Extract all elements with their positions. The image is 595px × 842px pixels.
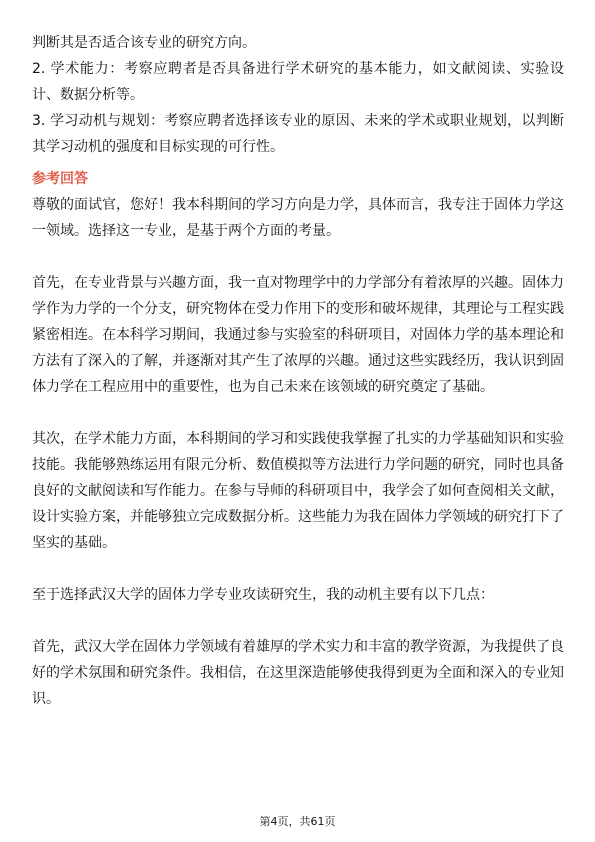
page-number-footer: 第4页，共61页 — [259, 815, 336, 828]
criterion-item-motivation: 3. 学习动机与规划：考察应聘者选择该专业的原因、未来的学术或职业规划，以判断其学习动机的强度和目标实现的可行性。 — [32, 113, 564, 155]
criterion-item-academic-ability: 2. 学术能力：考察应聘者是否具备进行学术研究的基本能力，如文献阅读、实验设计、数据分析等。 — [32, 61, 564, 103]
page-content — [32, 30, 564, 712]
answer-paragraph-ability: 其次，在学术能力方面，本科期间的学习和实践使我掌握了扎实的力学基础知识和实验技能。我能够熟练运用有限元分析、数值模拟等方法进行力学问题的研究，同时也具备良好的文献阅读和写作能力。在参与导师的科研项目中，我学会了如何查阅相关文献，设计实验方案，并能够独立完成数据分析。这些能力为我在固体力学领域的研究打下了坚实的基础。 — [32, 431, 564, 551]
answer-heading: 参考回答 — [32, 171, 88, 187]
intro-tail-line: 判断其是否适合该专业的研究方向。 — [32, 35, 256, 51]
answer-paragraph-motivation-intro: 至于选择武汉大学的固体力学专业攻读研究生，我的动机主要有以下几点： — [32, 587, 494, 603]
answer-paragraph-greeting: 尊敬的面试官，您好！我本科期间的学习方向是力学，具体而言，我专注于固体力学这一领域。选择这一专业，是基于两个方面的考量。 — [32, 197, 564, 239]
answer-paragraph-whu-resources: 首先，武汉大学在固体力学领域有着雄厚的学术实力和丰富的教学资源，为我提供了良好的学术氛围和研究条件。我相信，在这里深造能够使我得到更为全面和深入的专业知识。 — [32, 639, 564, 707]
answer-paragraph-background: 首先，在专业背景与兴趣方面，我一直对物理学中的力学部分有着浓厚的兴趣。固体力学作为力学的一个分支，研究物体在受力作用下的变形和破坏规律，其理论与工程实践紧密相连。在本科学习期间，我通过参与实验室的科研项目，对固体力学的基本理论和方法有了深入的了解，并逐渐对其产生了浓厚的兴趣。通过这些实践经历，我认识到固体力学在工程应用中的重要性，也为自己未来在该领域的研究奠定了基础。 — [32, 275, 564, 395]
